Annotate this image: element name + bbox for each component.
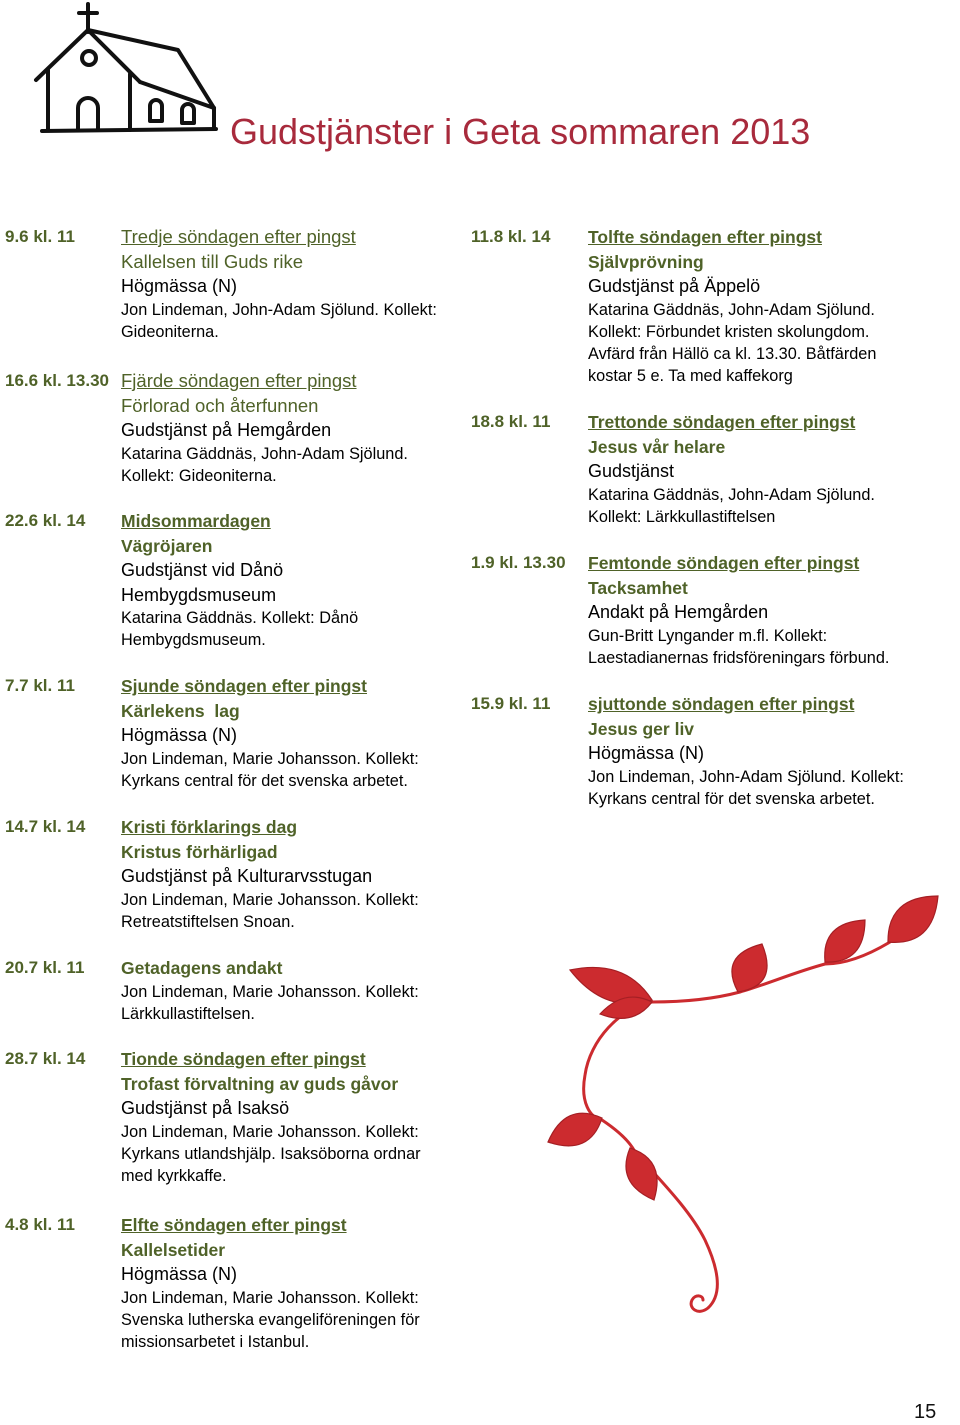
- event-entry: [5, 369, 450, 487]
- event-date: 16.6 kl. 13.30: [5, 371, 109, 390]
- event-date: 9.6 kl. 11: [5, 227, 75, 246]
- event-theme: Jesus vår helare: [588, 436, 726, 457]
- flower-leaf: [548, 1113, 602, 1146]
- event-theme: Självprövning: [588, 251, 704, 272]
- event-entry: [5, 509, 450, 652]
- event-note: Gideoniterna.: [121, 322, 219, 341]
- event-note: Kyrkans utlandshjälp. Isaksöborna ordnar: [121, 1144, 421, 1163]
- event-heading: Getadagens andakt: [121, 958, 283, 978]
- event-details: [121, 1213, 450, 1353]
- event-note: Jon Lindeman, John-Adam Sjölund. Kollekt:: [588, 767, 904, 786]
- event-service: Gudstjänst på Isaksö: [121, 1098, 290, 1118]
- event-date: 18.8 kl. 11: [471, 412, 551, 431]
- event-entry: [5, 674, 450, 792]
- event-details: [121, 225, 450, 343]
- event-service: Högmässa (N): [121, 725, 238, 745]
- event-heading: Sjunde söndagen efter pingst: [121, 676, 367, 696]
- event-date: 1.9 kl. 13.30: [471, 553, 566, 572]
- event-entry: [471, 551, 951, 669]
- event-note: Jon Lindeman, Marie Johansson. Kollekt:: [121, 1288, 419, 1307]
- event-note: Katarina Gäddnäs. Kollekt: Dånö: [121, 609, 359, 627]
- event-heading: Kristi förklarings dag: [121, 817, 298, 837]
- page-title: Gudstjänster i Geta sommaren 2013: [230, 111, 811, 152]
- event-service: Andakt på Hemgården: [588, 602, 769, 622]
- event-theme: Kärlekens lag: [121, 700, 240, 721]
- left-column: [5, 0, 450, 1400]
- event-note: kostar 5 e. Ta med kaffekorg: [588, 367, 793, 386]
- event-theme: Tacksamhet: [588, 577, 688, 598]
- event-note: Avfärd från Hällö ca kl. 13.30. Båtfärden: [588, 345, 877, 364]
- event-entry: [471, 225, 951, 388]
- event-note: Katarina Gäddnäs, John-Adam Sjölund.: [588, 485, 875, 504]
- event-note: Kollekt: Gideoniterna.: [121, 466, 277, 485]
- event-date: 22.6 kl. 14: [5, 511, 86, 530]
- event-date: 4.8 kl. 11: [5, 1215, 75, 1234]
- event-note: Jon Lindeman, Marie Johansson. Kollekt:: [121, 890, 419, 909]
- event-theme: Kallelsen till Guds rike: [121, 250, 303, 272]
- event-note: Kollekt: Lärkkullastiftelsen: [588, 507, 776, 526]
- event-date: 20.7 kl. 11: [5, 958, 85, 977]
- event-entry: [5, 815, 450, 933]
- event-theme: Kallelsetider: [121, 1239, 226, 1260]
- event-theme: Vägröjaren: [121, 535, 213, 556]
- event-theme: Kristus förhärligad: [121, 841, 278, 862]
- event-note: Kyrkans central för det svenska arbetet.: [588, 789, 875, 808]
- event-heading: Elfte söndagen efter pingst: [121, 1215, 347, 1235]
- event-details: [588, 225, 951, 388]
- event-details: [121, 674, 450, 792]
- event-service: Gudstjänst på Hemgården: [121, 420, 332, 440]
- flower-leaf: [888, 896, 938, 942]
- event-details: [588, 692, 951, 810]
- event-details: [121, 509, 450, 652]
- event-entry: [471, 410, 951, 528]
- event-heading: Midsommardagen: [121, 511, 271, 531]
- event-date: 11.8 kl. 14: [471, 227, 551, 246]
- event-details: [588, 410, 951, 528]
- event-service: Gudstjänst: [588, 461, 675, 481]
- event-service: Gudstjänst på Kulturarvsstugan: [121, 866, 373, 886]
- event-details: [588, 551, 951, 669]
- event-note: Laestadianernas fridsföreningars förbund.: [588, 648, 890, 667]
- event-entry: [471, 692, 951, 810]
- event-note: Jon Lindeman, Marie Johansson. Kollekt:: [121, 749, 419, 768]
- event-details: [121, 815, 450, 933]
- event-entry: [5, 225, 450, 343]
- flower-illustration: [540, 880, 950, 1330]
- event-date: 15.9 kl. 11: [471, 694, 551, 713]
- event-note: Jon Lindeman, Marie Johansson. Kollekt:: [121, 1122, 419, 1141]
- event-note: Lärkkullastiftelsen.: [121, 1004, 255, 1023]
- flower-leaf: [626, 1148, 657, 1200]
- event-service: Gudstjänst på Äppelö: [588, 276, 761, 296]
- event-details: [121, 956, 450, 1025]
- event-date: 14.7 kl. 14: [5, 817, 86, 836]
- event-note: Katarina Gäddnäs, John-Adam Sjölund.: [588, 300, 875, 319]
- event-note: Katarina Gäddnäs, John-Adam Sjölund.: [121, 444, 408, 463]
- event-note: Hembygdsmuseum.: [121, 631, 266, 650]
- event-heading: Femtonde söndagen efter pingst: [588, 553, 860, 573]
- event-heading: Fjärde söndagen efter pingst: [121, 370, 357, 391]
- event-date: 7.7 kl. 11: [5, 676, 75, 695]
- event-note: Kollekt: Förbundet kristen skolungdom.: [588, 322, 870, 341]
- event-note: Jon Lindeman, John-Adam Sjölund. Kollekt:: [121, 300, 437, 319]
- event-heading: Trettonde söndagen efter pingst: [588, 412, 856, 432]
- event-entry: [5, 1213, 450, 1353]
- event-note: Gun-Britt Lyngander m.fl. Kollekt:: [588, 626, 828, 645]
- event-note: Svenska lutherska evangeliföreningen för: [121, 1310, 420, 1329]
- event-service: Högmässa (N): [588, 743, 705, 763]
- event-date: 28.7 kl. 14: [5, 1049, 86, 1068]
- event-details: [121, 1047, 450, 1187]
- event-service: Högmässa (N): [121, 276, 238, 296]
- event-service: Högmässa (N): [121, 1264, 238, 1284]
- event-note: Jon Lindeman, Marie Johansson. Kollekt:: [121, 982, 419, 1001]
- event-note: missionsarbetet i Istanbul.: [121, 1333, 310, 1352]
- event-note: med kyrkkaffe.: [121, 1167, 227, 1186]
- event-heading: Tredje söndagen efter pingst: [121, 226, 356, 247]
- event-service: Hembygdsmuseum: [121, 584, 277, 605]
- event-heading: Tolfte söndagen efter pingst: [588, 227, 822, 247]
- event-entry: [5, 956, 450, 1025]
- event-details: [121, 369, 450, 487]
- event-entry: [5, 1047, 450, 1187]
- page-number: 15: [914, 1401, 937, 1423]
- event-heading: Tionde söndagen efter pingst: [121, 1049, 366, 1069]
- event-note: Kyrkans central för det svenska arbetet.: [121, 771, 408, 790]
- event-heading: sjuttonde söndagen efter pingst: [588, 694, 855, 714]
- event-theme: Jesus ger liv: [588, 718, 695, 739]
- event-service: Gudstjänst vid Dånö: [121, 560, 284, 580]
- event-theme: Förlorad och återfunnen: [121, 394, 319, 416]
- event-note: Retreatstiftelsen Snoan.: [121, 912, 295, 931]
- event-theme: Trofast förvaltning av guds gåvor: [121, 1073, 399, 1094]
